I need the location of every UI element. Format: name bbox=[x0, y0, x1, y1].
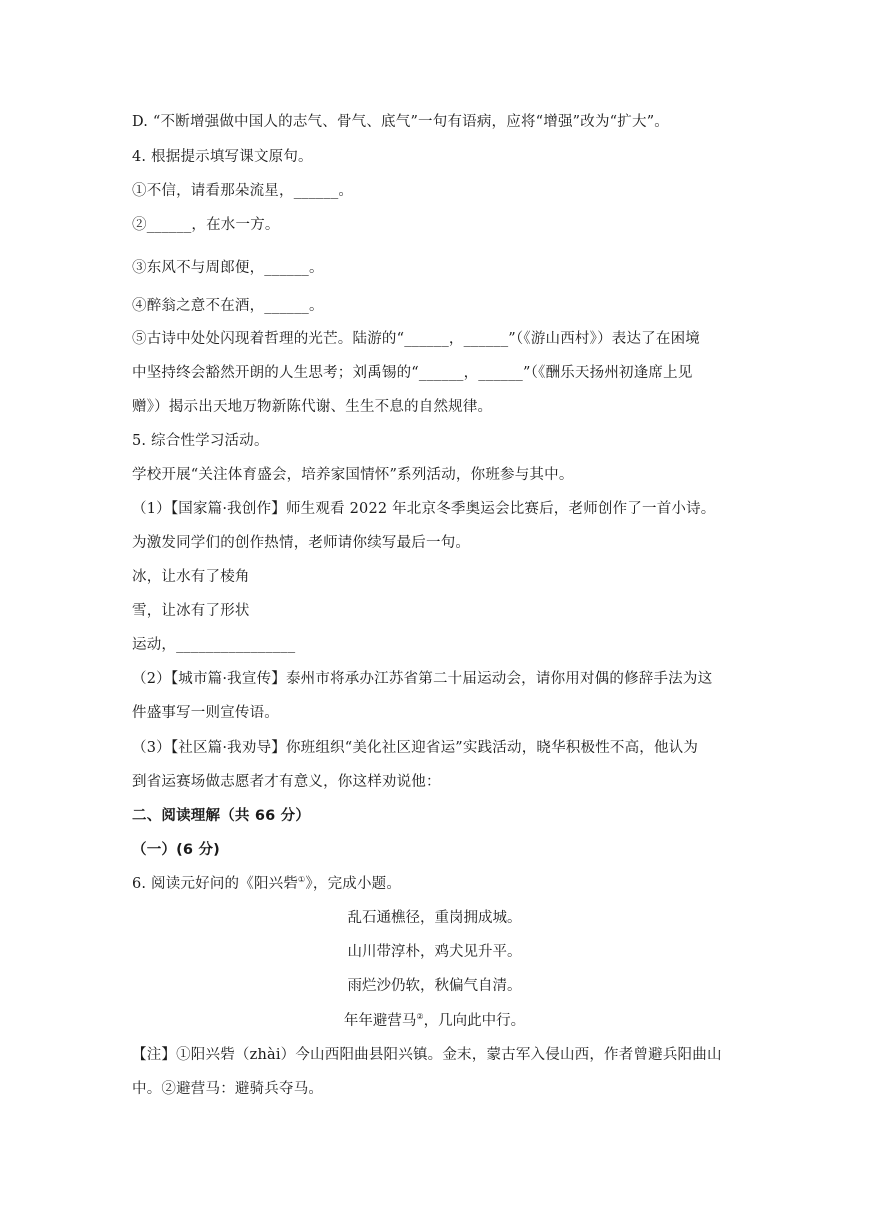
question-6-text-b: 》，完成小题。 bbox=[305, 876, 402, 892]
subquestion-3-line-1: （3）【社区篇·我劝导】你班组织“美化社区迎省运”实践活动，晓华积极性不高，他认为 bbox=[132, 740, 699, 756]
poem-verse-snow: 雪，让冰有了形状 bbox=[132, 603, 250, 619]
part-1-heading: （一）(6 分) bbox=[132, 842, 220, 858]
poem-line-2: 山川带淳朴，鸡犬见升平。 bbox=[347, 944, 522, 960]
annotation-line-1: 【注】①阳兴砦（zhài）今山西阳曲县阳兴镇。金末，蒙古军入侵山西，作者曾避兵阳曲山 bbox=[132, 1047, 722, 1063]
section-2-heading: 二、阅读理解（共 66 分） bbox=[132, 808, 311, 824]
poem-line-1: 乱石通樵径，重岗拥成城。 bbox=[347, 910, 522, 926]
poem-line-4-a: 年年避营马 bbox=[343, 1013, 417, 1029]
fill-blank-2: ②______，在水一方。 bbox=[132, 217, 280, 233]
fill-blank-1: ①不信，请看那朵流星，______。 bbox=[132, 183, 354, 199]
fill-blank-5-line-1: ⑤古诗中处处闪现着哲理的光芒。陆游的“______，______”（《游山西村》）表达了在困境 bbox=[132, 331, 700, 347]
question-4-heading: 4. 根据提示填写课文原句。 bbox=[132, 149, 313, 165]
poem-line-4 bbox=[0, 1011, 869, 1031]
fill-blank-5-line-2: 中坚持终会豁然开朗的人生思考；刘禹锡的“______，______”（《酬乐天扬州初逢席上见 bbox=[132, 365, 693, 381]
poem-verse-ice: 冰，让水有了棱角 bbox=[132, 569, 250, 585]
poem-verse-sport-blank: 运动，________________ bbox=[132, 637, 296, 653]
activity-intro: 学校开展“关注体育盛会，培养家国情怀”系列活动，你班参与其中。 bbox=[132, 467, 574, 483]
subquestion-2-line-1: （2）【城市篇·我宣传】泰州市将承办江苏省第二十届运动会，请你用对偶的修辞手法为这 bbox=[132, 671, 713, 687]
question-5-heading: 5. 综合性学习活动。 bbox=[132, 433, 269, 449]
question-6-heading bbox=[132, 874, 401, 894]
fill-blank-4: ④醉翁之意不在酒，______。 bbox=[132, 298, 324, 314]
poem-line-4-b: ，几向此中行。 bbox=[423, 1013, 526, 1029]
subquestion-1-line-2: 为激发同学们的创作热情，老师请你续写最后一句。 bbox=[132, 535, 471, 551]
annotation-line-2: 中。②避营马：避骑兵夺马。 bbox=[132, 1081, 324, 1097]
poem-line-3: 雨烂沙仍软，秋偏气自清。 bbox=[347, 978, 522, 994]
subquestion-2-line-2: 件盛事写一则宣传语。 bbox=[132, 705, 279, 721]
subquestion-3-line-2: 到省运赛场做志愿者才有意义，你这样劝说他： bbox=[132, 774, 441, 790]
footnote-marker-2: ② bbox=[416, 1012, 424, 1022]
footnote-marker-1: ① bbox=[298, 875, 306, 885]
question-6-text-a: 6. 阅读元好问的《阳兴砦 bbox=[132, 876, 299, 892]
fill-blank-5-line-3: 赠》）揭示出天地万物新陈代谢、生生不息的自然规律。 bbox=[132, 399, 493, 415]
option-d-line: D. “不断增强做中国人的志气、骨气、底气”一句有语病，应将“增强”改为“扩大”。 bbox=[132, 114, 670, 130]
subquestion-1-line-1: （1）【国家篇·我创作】师生观看 2022 年北京冬季奥运会比赛后，老师创作了一首小诗。 bbox=[132, 501, 716, 517]
fill-blank-3: ③东风不与周郎便，______。 bbox=[132, 260, 324, 276]
